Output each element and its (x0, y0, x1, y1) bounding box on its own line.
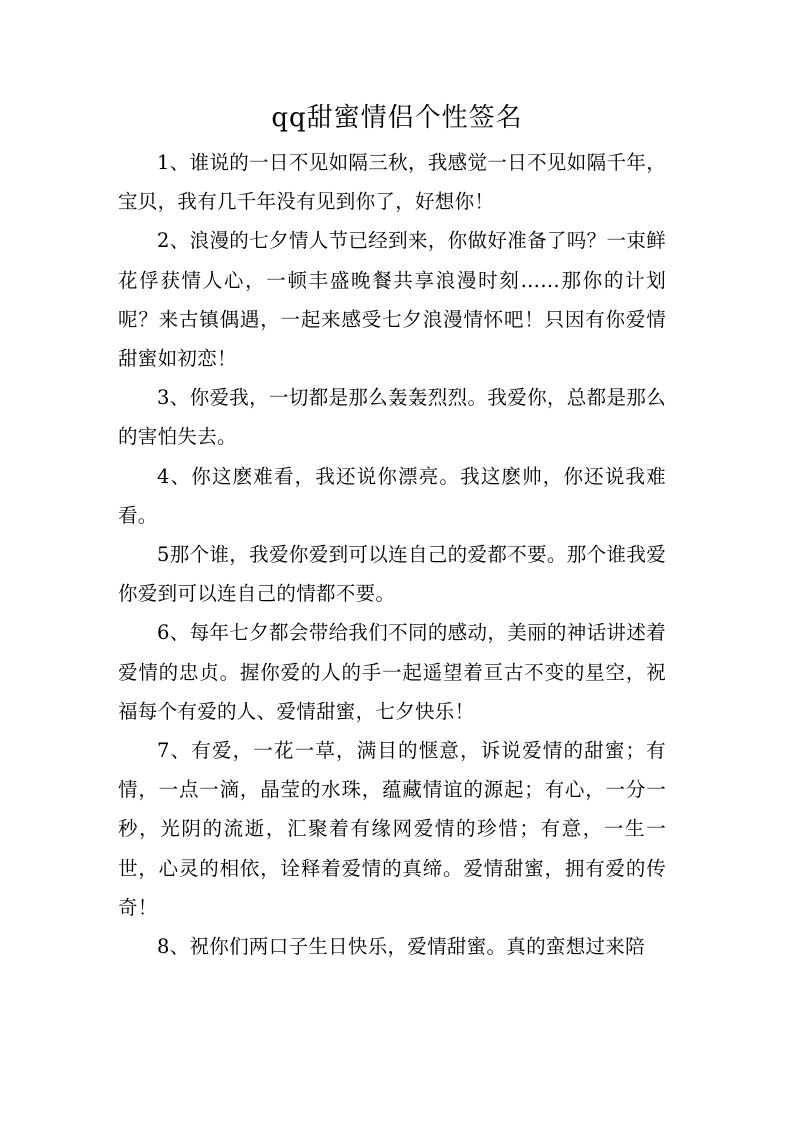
paragraph-6: 6、每年七夕都会带给我们不同的感动，美丽的神话讲述着爱情的忠贞。握你爱的人的手一起遥望着亘古不变的星空，祝福每个有爱的人、爱情甜蜜，七夕快乐！ (118, 621, 666, 723)
paragraph-7: 7、有爱，一花一草，满目的惬意，诉说爱情的甜蜜；有情，一点一滴，晶莹的水珠，蕴藏情谊的源起；有心，一分一秒，光阴的流逝，汇聚着有缘网爱情的珍惜；有意，一生一世，心灵的相依，诠释着爱情的真缔。爱情甜蜜，拥有爱的传奇！ (118, 739, 666, 919)
paragraph-3: 3、你爱我，一切都是那么轰轰烈烈。我爱你，总都是那么的害怕失去。 (118, 386, 666, 449)
paragraph-5: 5那个谁，我爱你爱到可以连自己的爱都不要。那个谁我爱你爱到可以连自己的情都不要。 (118, 543, 666, 606)
paragraph-4: 4、你这麽难看，我还说你漂亮。我这麽帅，你还说我难看。 (118, 464, 666, 527)
document-body (118, 143, 666, 966)
document-title: qq甜蜜情侣个性签名 (271, 103, 523, 133)
paragraph-1: 1、谁说的一日不见如隔三秋，我感觉一日不见如隔千年，宝贝，我有几千年没有见到你了，好想你！ (118, 151, 666, 214)
paragraph-2: 2、浪漫的七夕情人节已经到来，你做好准备了吗？一束鲜花俘获情人心，一顿丰盛晚餐共享浪漫时刻……那你的计划呢？来古镇偶遇，一起来感受七夕浪漫情怀吧！只因有你爱情甜蜜如初恋！ (118, 229, 666, 371)
paragraph-8: 8、祝你们两口子生日快乐，爱情甜蜜。真的蛮想过来陪 (157, 935, 645, 959)
